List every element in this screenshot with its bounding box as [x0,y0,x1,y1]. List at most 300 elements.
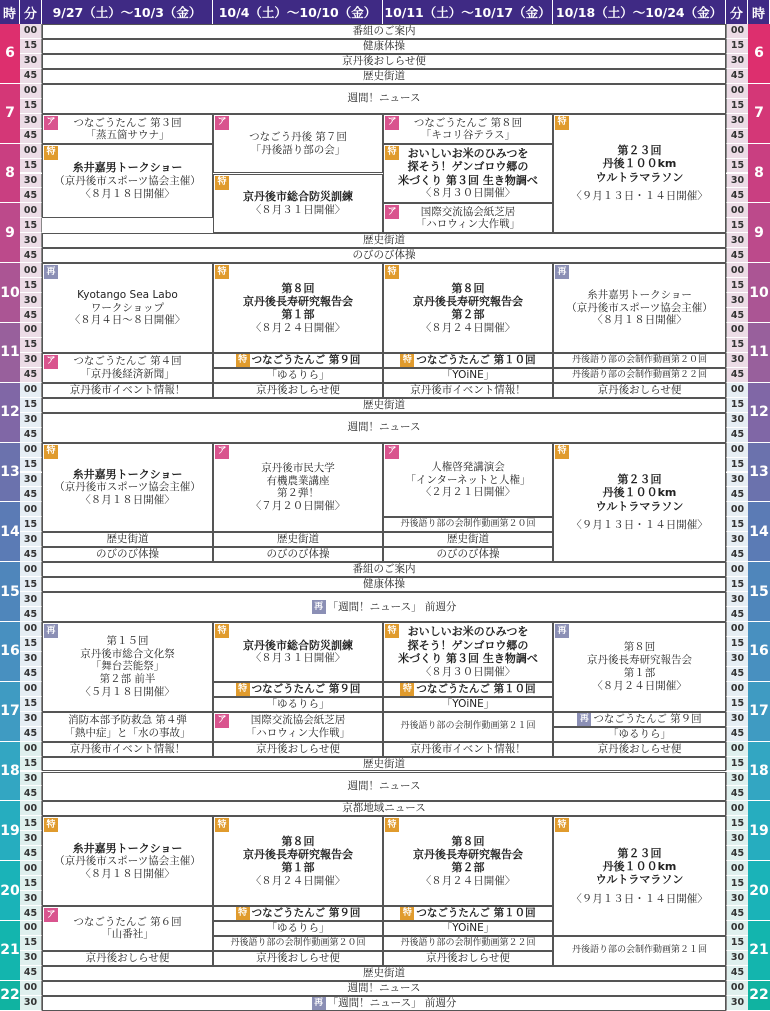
program-line: 〈８月２４日開催〉 [592,679,687,692]
tag-t-icon: 特 [44,818,58,832]
minute-right: 30 [726,54,748,69]
tag-a-icon: ア [385,205,399,219]
program-line: つなごう丹後 第７回 [249,130,347,143]
program-line: 歴史街道 [106,533,149,546]
hour-right-9: 9 [748,203,770,263]
program-line: 京丹後市総合文化祭 [80,647,175,660]
minute-right: 00 [726,801,748,816]
hour-right-12: 12 [748,383,770,443]
minute-right: 45 [726,487,748,502]
program-line: 糸井嘉男トークショー [72,841,183,855]
program-line: 国際交流協会紙芝居 [250,713,346,726]
hour-left-17: 17 [0,682,20,742]
program-block [213,697,383,712]
program-line: 丹後１００km [602,157,677,171]
program-block [213,682,383,697]
program-line: ウルトラマラソン [595,499,684,513]
tag-a-icon: ア [215,445,229,459]
minute-right: 00 [726,383,748,398]
minute-right: 30 [726,831,748,846]
program-line: 京丹後市総合防災訓練 [243,638,353,652]
program-block [213,547,383,562]
minute-right: 30 [726,114,748,129]
program-line: 京都地域ニュース [342,802,426,815]
program-block [213,816,383,906]
hour-right-21: 21 [748,921,770,981]
minute-left: 45 [20,786,42,801]
program-block [213,906,383,921]
program-line: 〈８月２４日開催〉 [420,321,516,334]
program-line: 丹後語り部の会制作動画第２１回 [571,945,707,956]
hour-right-11: 11 [748,323,770,383]
minute-right: 30 [726,891,748,906]
program-block [383,906,553,921]
minute-left: 00 [20,84,42,99]
minute-left: 15 [20,936,42,951]
minute-left: 15 [20,517,42,532]
hour-right-10: 10 [748,263,770,323]
program-block [42,144,213,219]
program-line: 「YOiNE」 [441,922,495,935]
program-line: 京丹後長寿研究報告会 [413,848,523,862]
program-block [42,248,726,263]
program-line: 京丹後市イベント情報！ [410,383,526,396]
program-block [213,383,383,398]
program-block [553,712,726,727]
program-block [553,936,726,966]
program-line: 〈７月２０日開催〉 [250,500,346,513]
program-line: 第２３回 [617,143,662,157]
minute-left: 30 [20,891,42,906]
program-line: （京丹後市スポーツ協会主催） [54,174,201,187]
program-block [383,353,553,368]
program-line: 京丹後市総合防災訓練 [243,190,353,204]
program-line: 〈８月１８日開催〉 [80,867,175,880]
tag-t-icon: 特 [555,445,569,459]
program-line: 〈８月２４日開催〉 [250,321,346,334]
minute-right: 30 [726,532,748,547]
program-title-row [43,996,725,1010]
minute-right: 30 [726,712,748,727]
program-title-row [384,353,552,367]
minute-right: 00 [726,144,748,159]
program-line: 第２部 前半 [99,673,156,686]
program-block [383,951,553,966]
program-line: 丹後語り部の会制作動画第２２回 [571,369,707,380]
minute-left: 30 [20,951,42,966]
program-line: （京丹後市スポーツ協会主催） [566,301,713,314]
program-block [383,742,553,757]
minute-right: 30 [726,772,748,787]
program-block [553,727,726,742]
tag-t-icon: 特 [385,265,399,279]
program-line: 探そう！ゲンゴロウ郷の [407,638,529,652]
minute-left: 45 [20,667,42,682]
program-line: 第８回 [281,281,315,295]
minute-left: 30 [20,114,42,129]
program-line: 健康体操 [363,578,405,591]
tag-a-icon: ア [215,116,229,130]
minute-right: 15 [726,338,748,353]
hour-left-7: 7 [0,84,20,144]
program-line: 〈８月３１日開催〉 [250,203,346,216]
program-line: 第２部 [451,861,485,875]
program-line: 番組のご案内 [352,25,416,38]
program-block [213,532,383,547]
program-line: のびのび体操 [96,548,159,561]
minute-left: 30 [20,473,42,488]
program-block [213,742,383,757]
minute-left: 00 [20,323,42,338]
program-line: 丹後語り部の会制作動画第２０回 [400,519,536,530]
minute-right: 45 [726,786,748,801]
tag-t-icon: 特 [215,624,229,638]
program-line: 歴史街道 [363,757,405,770]
minute-right: 00 [726,861,748,876]
minute-left: 30 [20,413,42,428]
program-block [383,368,553,383]
program-title-row [384,682,552,696]
minute-left: 00 [20,742,42,757]
program-block [42,966,726,981]
tag-r-icon: 再 [555,624,569,638]
program-line: 「熱中症」と「水の事故」 [64,726,191,739]
minute-right: 00 [726,323,748,338]
tag-t-icon: 特 [44,146,58,160]
tag-t-icon: 特 [44,445,58,459]
program-block [553,443,726,563]
program-line: 歴史街道 [277,533,319,546]
minute-right: 45 [726,188,748,203]
tag-r-icon: 再 [577,712,591,726]
header-week-2: 10/4（土）～10/10（金） [213,0,383,24]
program-line: 「蒸五箇サウナ」 [85,129,170,142]
minute-left: 15 [20,816,42,831]
program-title-row [214,682,382,696]
hour-right-19: 19 [748,801,770,861]
tag-a-icon: ア [44,908,58,922]
tag-t-icon: 特 [236,682,250,696]
program-line: 第１部 [623,666,656,679]
program-block [42,443,213,533]
program-block [42,906,213,951]
program-line: 京丹後おしらせ便 [85,951,170,964]
minute-right: 15 [726,936,748,951]
minute-right: 45 [726,667,748,682]
program-line: つなごうたんご 第９回 [251,682,361,695]
hour-left-21: 21 [0,921,20,981]
minute-left: 30 [20,772,42,787]
minute-left: 15 [20,278,42,293]
program-block [213,263,383,353]
program-line: Kyotango Sea Labo [77,288,178,301]
program-line: 「YOiNE」 [441,697,495,710]
program-block [42,981,726,996]
program-block [553,353,726,368]
program-line: 第２３回 [617,846,662,860]
program-block [42,562,726,577]
minute-left: 30 [20,353,42,368]
program-block [42,816,213,906]
program-line: 丹後１００km [602,486,677,500]
hour-right-17: 17 [748,682,770,742]
minute-right: 15 [726,458,748,473]
program-line: 「ゆるりら」 [266,697,330,710]
program-block [42,84,726,114]
minute-left: 15 [20,39,42,54]
program-block [213,114,383,174]
program-line: 糸井嘉男トークショー [587,288,692,301]
program-line: 歴史街道 [363,234,405,247]
tag-a-icon: ア [215,714,229,728]
program-block [42,951,213,966]
program-block [383,517,553,532]
minute-left: 00 [20,24,42,39]
hour-right-14: 14 [748,502,770,562]
program-line: 第２弾！ [277,487,319,500]
hour-left-19: 19 [0,801,20,861]
minute-left: 15 [20,338,42,353]
program-line: 「インターネットと人権」 [405,473,531,486]
program-line: 「週間！ニュース」 前週分 [327,996,457,1009]
minute-left: 30 [20,532,42,547]
program-block [213,936,383,951]
minute-right: 45 [726,547,748,562]
program-line: 歴史街道 [363,69,405,82]
program-line: 「YOiNE」 [441,368,495,381]
program-line: 丹後語り部の会制作動画第２２回 [400,937,536,948]
minute-left: 45 [20,547,42,562]
minute-right: 30 [726,413,748,428]
hour-right-8: 8 [748,144,770,204]
program-line: 〈８月３０日開催〉 [420,665,516,678]
tag-t-icon: 特 [400,907,414,921]
tag-t-icon: 特 [385,818,399,832]
program-line: おいしいお米のひみつを [407,146,529,160]
minute-right: 00 [726,263,748,278]
program-block [42,742,213,757]
program-line: 消防本部予防救急 第４弾 [68,713,187,726]
tag-t-icon: 特 [400,353,414,367]
minute-left: 15 [20,398,42,413]
program-line: つなごうたんご 第１０回 [416,682,536,695]
program-line: 人権啓発講演会 [431,460,505,473]
minute-right: 30 [726,652,748,667]
program-block [383,114,553,144]
program-line: 第１部 [281,861,315,875]
program-line: 丹後１００km [602,860,677,874]
program-block [553,383,726,398]
tag-r-icon: 再 [312,996,326,1010]
hour-left-14: 14 [0,502,20,562]
program-title-row [384,907,552,921]
minute-left: 45 [20,129,42,144]
minute-right: 00 [726,921,748,936]
program-line: おいしいお米のひみつを [407,625,529,639]
program-line: 京丹後おしらせ便 [256,951,340,964]
hour-left-8: 8 [0,144,20,204]
minute-left: 30 [20,233,42,248]
minute-left: 00 [20,562,42,577]
program-line: （京丹後市スポーツ協会主催） [54,481,201,494]
minute-left: 15 [20,637,42,652]
minute-right: 00 [726,562,748,577]
hour-left-12: 12 [0,383,20,443]
header-hour-label-right: 時 [748,0,770,24]
program-line: 探そう！ゲンゴロウ郷の [407,160,529,174]
minute-right: 30 [726,174,748,189]
program-line: ウルトラマラソン [595,170,684,184]
minute-right: 15 [726,159,748,174]
minute-left: 15 [20,876,42,891]
minute-left: 00 [20,443,42,458]
minute-right: 30 [726,293,748,308]
minute-left: 45 [20,428,42,443]
hour-left-16: 16 [0,622,20,682]
program-line: つなごうたんご 第４回 [73,355,182,368]
program-line: 第８回 [281,834,315,848]
program-line: 丹後語り部の会制作動画第２０回 [230,937,366,948]
program-line: のびのび体操 [352,249,416,262]
program-line: （京丹後市スポーツ協会主催） [54,855,201,868]
minute-right: 45 [726,727,748,742]
program-line: 京丹後長寿研究報告会 [413,294,523,308]
hour-right-16: 16 [748,622,770,682]
program-block [42,398,726,413]
minute-left: 30 [20,652,42,667]
program-line: 歴史街道 [447,533,489,546]
minute-right: 45 [726,368,748,383]
program-block [213,174,383,234]
program-block [213,921,383,936]
program-block [42,532,213,547]
tag-t-icon: 特 [215,176,229,190]
program-block [213,712,383,742]
program-title-row [214,353,382,367]
program-line: のびのび体操 [266,548,330,561]
program-line: 糸井嘉男トークショー [72,467,183,481]
minute-right: 15 [726,398,748,413]
minute-right: 15 [726,697,748,712]
program-line: つなごうたんご 第９回 [593,712,702,725]
hour-left-18: 18 [0,742,20,802]
program-block [383,547,553,562]
minute-left: 15 [20,697,42,712]
header-minute-label-right: 分 [726,0,748,24]
program-block [42,413,726,443]
program-block [42,547,213,562]
program-line: 京丹後長寿研究報告会 [587,654,692,667]
program-line: つなごうたんご 第９回 [251,907,361,920]
program-line: 「ゆるりら」 [266,922,330,935]
minute-right: 15 [726,99,748,114]
minute-left: 15 [20,99,42,114]
minute-left: 30 [20,293,42,308]
tag-t-icon: 特 [385,624,399,638]
header-hour-label: 時 [0,0,20,24]
tag-r-icon: 再 [44,265,58,279]
minute-right: 30 [726,592,748,607]
program-line: 週間！ニュース [347,92,421,105]
program-block [42,712,213,742]
program-block [553,622,726,712]
minute-right: 00 [726,502,748,517]
hour-right-18: 18 [748,742,770,802]
program-block [213,951,383,966]
minute-left: 45 [20,607,42,622]
program-line: 京丹後市イベント情報！ [69,383,186,396]
program-block [42,622,213,712]
program-line: つなごうたんご 第１０回 [416,907,536,920]
minute-right: 00 [726,742,748,757]
program-block [42,233,726,248]
program-line: 京丹後おしらせ便 [426,951,510,964]
program-block [42,383,213,398]
tag-r-icon: 再 [555,265,569,279]
hour-left-13: 13 [0,443,20,503]
program-block [383,697,553,712]
minute-right: 30 [726,473,748,488]
program-line: 〈８月１８日開催〉 [592,314,687,327]
hour-left-15: 15 [0,562,20,622]
minute-left: 45 [20,727,42,742]
program-line: ワークショップ [90,301,165,314]
minute-right: 15 [726,517,748,532]
program-line: 米づくり 第３回 生き物調べ [398,173,538,187]
minute-right: 45 [726,966,748,981]
program-title-row [43,600,725,614]
minute-left: 00 [20,682,42,697]
program-line: 歴史街道 [363,398,405,411]
minute-left: 15 [20,159,42,174]
tag-a-icon: ア [44,116,58,130]
minute-right: 15 [726,39,748,54]
program-line: 〈９月１３日・１４日開催〉 [571,519,708,532]
program-block [553,114,726,234]
program-line: のびのび体操 [436,548,500,561]
program-line: 第２部 [451,308,485,322]
program-line: 京丹後おしらせ便 [256,742,340,755]
program-line: つなごうたんご 第９回 [251,353,361,366]
program-line: 第８回 [451,834,485,848]
program-line: 〈２月２１日開催〉 [420,486,516,499]
program-line: 「山番社」 [101,928,154,941]
minute-left: 30 [20,54,42,69]
program-line: 〈８月４日～８日開催〉 [69,314,186,327]
minute-left: 00 [20,981,42,996]
minute-right: 15 [726,218,748,233]
program-block [383,921,553,936]
program-block [42,69,726,84]
hour-left-6: 6 [0,24,20,84]
minute-left: 15 [20,757,42,772]
minute-right: 45 [726,607,748,622]
program-line: 〈９月１３日・１４日開催〉 [571,190,708,203]
program-block [383,532,553,547]
minute-right: 15 [726,278,748,293]
program-block [213,443,383,533]
minute-right: 00 [726,622,748,637]
program-line: 健康体操 [363,40,405,52]
program-block [42,801,726,816]
program-line: 〈５月１８日開催〉 [80,686,175,699]
program-line: 有機農業講座 [266,474,330,487]
minute-right: 45 [726,308,748,323]
program-line: 京丹後市イベント情報！ [410,742,526,755]
program-block [383,263,553,353]
program-line: 国際交流協会紙芝居 [420,205,516,218]
program-block [383,443,553,518]
